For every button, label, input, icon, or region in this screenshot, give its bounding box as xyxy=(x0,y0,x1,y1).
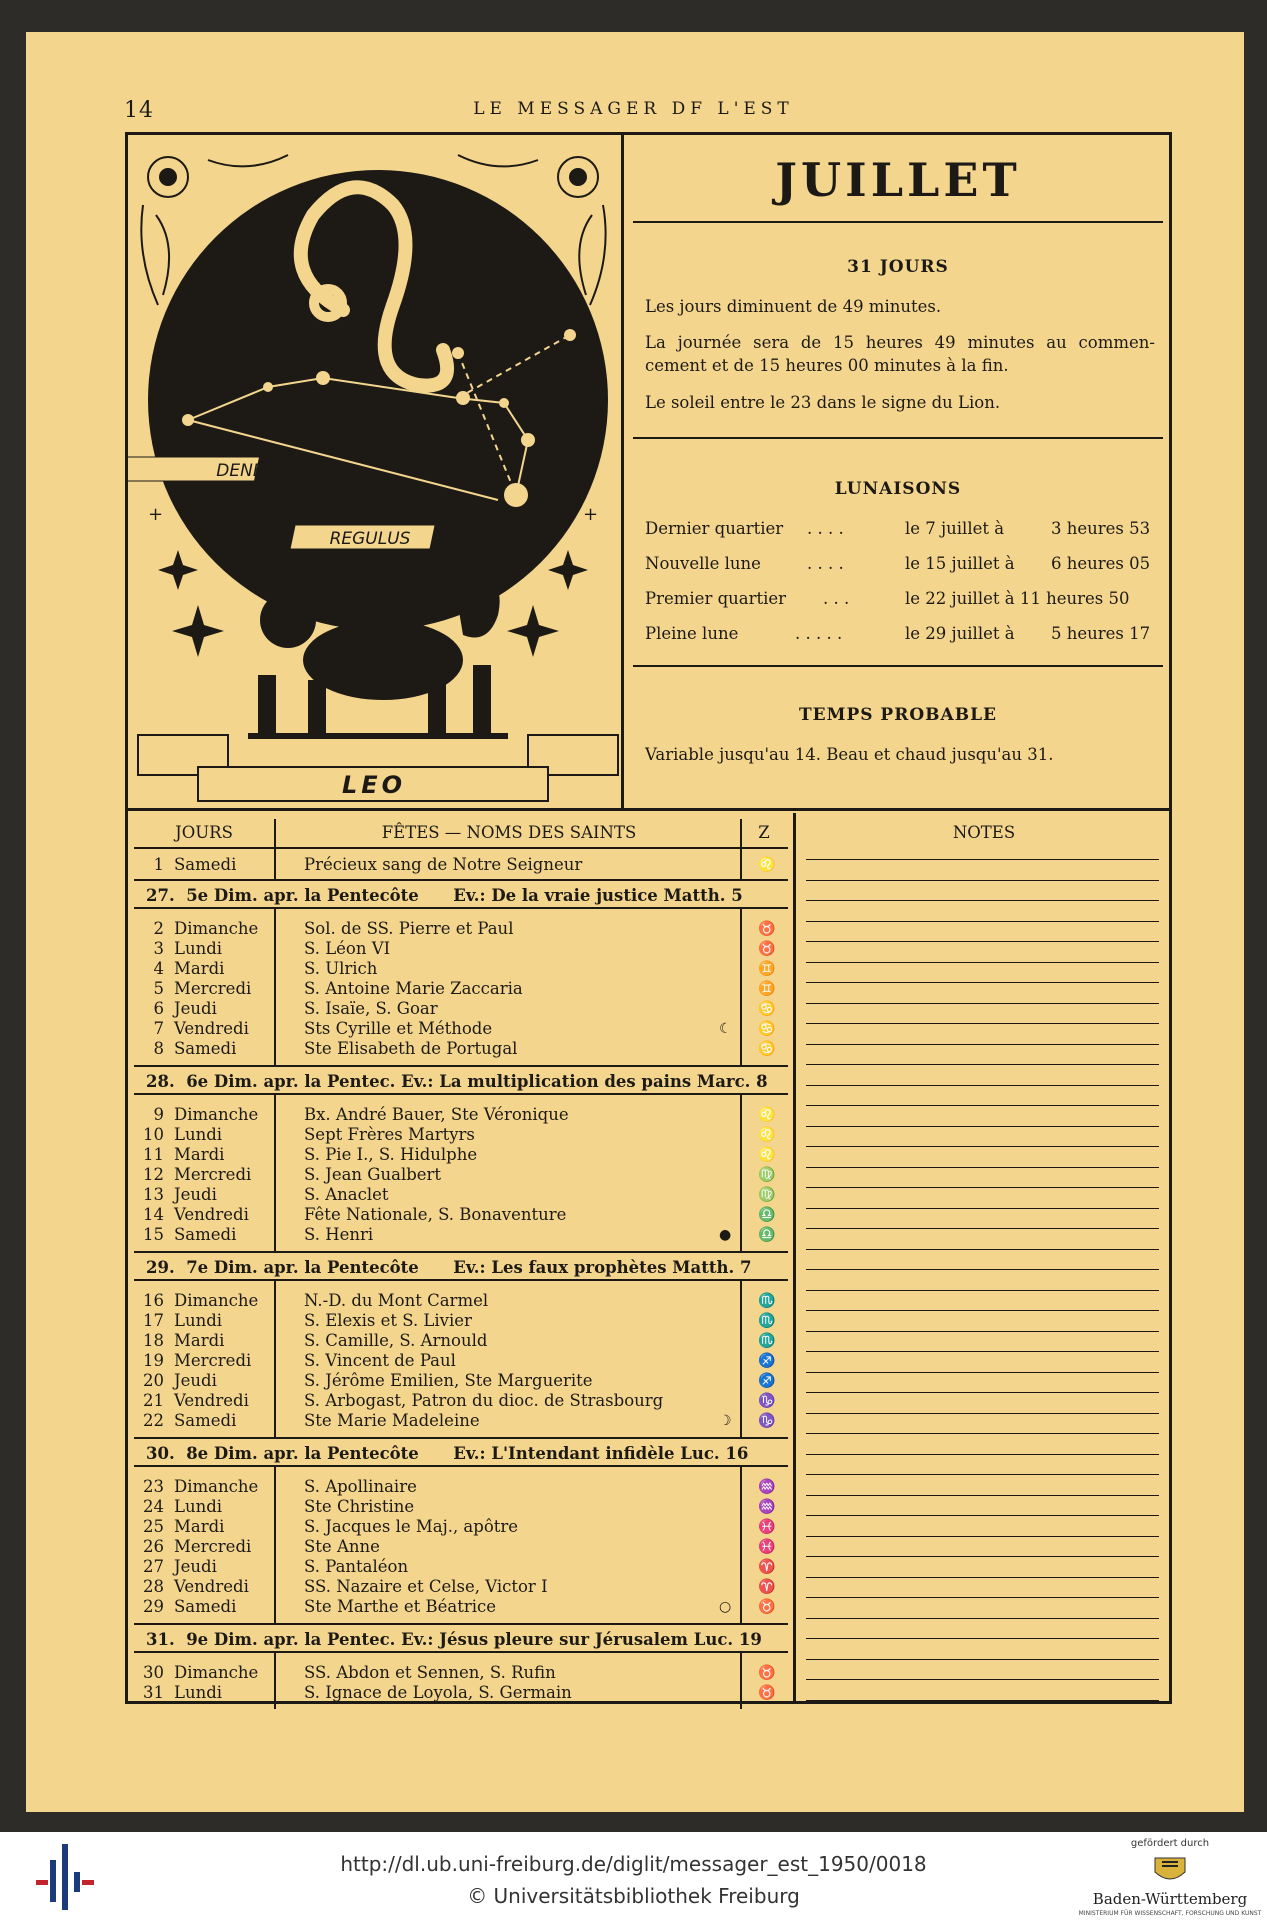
lunaison-row: Nouvelle lune . . . . le 15 juillet à 6 heures 05 xyxy=(645,554,1151,573)
note-line xyxy=(806,1351,1159,1352)
day-name: Lundi xyxy=(174,1311,223,1330)
saint-name: S. Isaïe, S. Goar xyxy=(304,999,438,1018)
col-header-jours: JOURS xyxy=(175,823,233,842)
note-line xyxy=(806,1331,1159,1332)
svg-text:LEO: LEO xyxy=(341,771,407,799)
day-number: 8 xyxy=(153,1039,164,1058)
saint-name: Sol. de SS. Pierre et Paul xyxy=(304,919,514,938)
note-line xyxy=(806,1290,1159,1291)
column-rule xyxy=(274,909,276,1065)
table-row xyxy=(134,1105,788,1125)
zodiac-icon: ♋ xyxy=(758,1001,776,1017)
month-line: La journée sera de 15 heures 49 minutes au commen- cement et de 15 heures 00 minutes à la fin. xyxy=(645,333,1155,375)
table-row xyxy=(134,1517,788,1537)
note-line xyxy=(806,859,1159,860)
saint-name: SS. Abdon et Sennen, S. Rufin xyxy=(304,1663,556,1682)
day-name: Vendredi xyxy=(174,1205,249,1224)
day-number: 28 xyxy=(143,1577,164,1596)
day-name: Jeudi xyxy=(174,999,217,1018)
day-name: Mardi xyxy=(174,1145,225,1164)
saint-name: Ste Elisabeth de Portugal xyxy=(304,1039,518,1058)
zodiac-icon: ♏ xyxy=(758,1333,776,1349)
zodiac-icon: ♋ xyxy=(758,1041,776,1057)
day-number: 3 xyxy=(153,939,164,958)
note-line xyxy=(806,1105,1159,1106)
day-name: Mercredi xyxy=(174,979,252,998)
table-row xyxy=(134,959,788,979)
note-line xyxy=(806,1003,1159,1004)
note-line xyxy=(806,921,1159,922)
table-row xyxy=(134,939,788,959)
table-row xyxy=(134,1165,788,1185)
month-info xyxy=(627,135,1169,811)
table-row xyxy=(134,1577,788,1597)
saint-name: S. Vincent de Paul xyxy=(304,1351,456,1370)
table-row xyxy=(134,1663,788,1683)
table-row xyxy=(134,1225,788,1245)
divider xyxy=(633,437,1163,439)
day-number: 4 xyxy=(153,959,164,978)
saint-name: S. Jean Gualbert xyxy=(304,1165,442,1184)
day-name: Lundi xyxy=(174,1497,223,1516)
day-name: Lundi xyxy=(174,1125,223,1144)
denebola-label xyxy=(128,457,310,481)
saint-name: Ste Marie Madeleine xyxy=(304,1411,480,1430)
week-header: 29. 7e Dim. apr. la Pentecôte Ev.: Les faux prophètes Matth. 7 xyxy=(134,1251,788,1281)
regulus-label xyxy=(290,525,435,549)
svg-text:REGULUS: REGULUS xyxy=(329,529,411,549)
day-number: 7 xyxy=(153,1019,164,1038)
table-row xyxy=(134,1391,788,1411)
night-globe xyxy=(148,170,608,630)
lunaison-row: Pleine lune . . . . . le 29 juillet à 5 heures 17 xyxy=(645,624,1151,643)
note-line xyxy=(806,1413,1159,1414)
day-name: Vendredi xyxy=(174,1391,249,1410)
table-row xyxy=(134,1125,788,1145)
day-name: Dimanche xyxy=(174,1291,259,1310)
zodiac-icon: ♈ xyxy=(758,1559,776,1575)
table-row: 1 Samedi Précieux sang de Notre Seigneur ♌ xyxy=(134,855,788,875)
column-rule xyxy=(740,909,742,1065)
note-line xyxy=(806,962,1159,963)
leo-banner xyxy=(138,735,618,801)
column-rule xyxy=(274,1467,276,1623)
zodiac-icon: ♎ xyxy=(758,1207,776,1223)
day-number: 18 xyxy=(143,1331,164,1350)
svg-text:+: + xyxy=(583,504,599,525)
zodiac-icon: ♉ xyxy=(758,921,776,937)
moon-phase-icon: ☽ xyxy=(719,1413,732,1429)
note-line xyxy=(806,982,1159,983)
table-row xyxy=(134,1019,788,1039)
note-line xyxy=(806,1638,1159,1639)
svg-text:DENEBOLA: DENEBOLA xyxy=(216,461,310,481)
day-number: 25 xyxy=(143,1517,164,1536)
note-line xyxy=(806,1536,1159,1537)
note-line xyxy=(806,1433,1159,1434)
lunaison-row: Premier quartier . . . le 22 juillet à 11 heures 50 xyxy=(645,589,1130,608)
note-line xyxy=(806,1679,1159,1680)
week-header: 30. 8e Dim. apr. la Pentecôte Ev.: L'Intendant infidèle Luc. 16 xyxy=(134,1437,788,1467)
saint-name: S. Jérôme Emilien, Ste Marguerite xyxy=(304,1371,593,1390)
day-name: Mercredi xyxy=(174,1537,252,1556)
note-line xyxy=(806,1700,1159,1701)
zodiac-icon: ♏ xyxy=(758,1293,776,1309)
library-footer xyxy=(0,1832,1267,1922)
note-line xyxy=(806,1372,1159,1373)
lunaison-row: Dernier quartier . . . . le 7 juillet à 3 heures 53 xyxy=(645,519,1151,538)
zodiac-icon: ♉ xyxy=(758,1665,776,1681)
day-name: Dimanche xyxy=(174,1477,259,1496)
zodiac-icon: ♍ xyxy=(758,1187,776,1203)
divider xyxy=(633,665,1163,667)
copyright: © Universitätsbibliothek Freiburg xyxy=(467,1884,800,1908)
day-name: Samedi xyxy=(174,1411,237,1430)
temps-text: Variable jusqu'au 14. Beau et chaud jusqu'au 31. xyxy=(645,745,1054,764)
saint-name: S. Ignace de Loyola, S. Germain xyxy=(304,1683,572,1702)
saint-name: N.-D. du Mont Carmel xyxy=(304,1291,489,1310)
note-line xyxy=(806,1187,1159,1188)
saint-name: SS. Nazaire et Celse, Victor I xyxy=(304,1577,548,1596)
leo-zodiac-image xyxy=(128,135,621,811)
zodiac-icon: ♐ xyxy=(758,1373,776,1389)
note-line xyxy=(806,1515,1159,1516)
day-number: 2 xyxy=(153,919,164,938)
column-rule xyxy=(740,1467,742,1623)
source-url: http://dl.ub.uni-freiburg.de/diglit/messager_est_1950/0018 xyxy=(340,1852,927,1876)
table-row xyxy=(134,1477,788,1497)
funded-by: gefördert durch xyxy=(1130,1838,1210,1849)
zodiac-icon: ♉ xyxy=(758,1685,776,1701)
day-number: 13 xyxy=(143,1185,164,1204)
leo-illustration xyxy=(128,135,624,811)
moon-phase-icon: ● xyxy=(719,1227,732,1243)
column-rule xyxy=(740,1281,742,1437)
day-number: 19 xyxy=(143,1351,164,1370)
note-line xyxy=(806,880,1159,881)
note-line xyxy=(806,1085,1159,1086)
note-line xyxy=(806,1618,1159,1619)
table-row xyxy=(134,1557,788,1577)
calendar-frame xyxy=(125,132,1172,1704)
table-row xyxy=(134,1145,788,1165)
saint-name: S. Apollinaire xyxy=(304,1477,417,1496)
table-row xyxy=(134,1185,788,1205)
week-header: 28. 6e Dim. apr. la Pentec. Ev.: La multiplication des pains Marc. 8 xyxy=(134,1065,788,1095)
day-name: Lundi xyxy=(174,1683,223,1702)
day-name: Dimanche xyxy=(174,1663,259,1682)
day-name: Samedi xyxy=(174,1225,237,1244)
saint-name: S. Antoine Marie Zaccaria xyxy=(304,979,523,998)
saint-name: Sept Frères Martyrs xyxy=(304,1125,475,1144)
day-name: Lundi xyxy=(174,939,223,958)
note-line xyxy=(806,1146,1159,1147)
saint-name: S. Ulrich xyxy=(304,959,378,978)
zodiac-icon: ♌ xyxy=(758,1107,776,1123)
column-rule xyxy=(740,1095,742,1251)
saint-name: Ste Marthe et Béatrice xyxy=(304,1597,496,1616)
svg-text:+: + xyxy=(148,504,164,525)
day-name: Vendredi xyxy=(174,1577,249,1596)
coat-of-arms-icon xyxy=(1145,1854,1195,1884)
table-row xyxy=(134,1351,788,1371)
note-line xyxy=(806,1577,1159,1578)
notes-column xyxy=(793,813,1169,1703)
note-line xyxy=(806,1597,1159,1598)
day-name: Samedi xyxy=(174,1597,237,1616)
day-number: 6 xyxy=(153,999,164,1018)
days-heading: 31 JOURS xyxy=(847,257,949,277)
state-name: Baden-Württemberg xyxy=(1092,1890,1248,1908)
note-line xyxy=(806,1167,1159,1168)
day-name: Jeudi xyxy=(174,1185,217,1204)
column-rule xyxy=(274,1653,276,1709)
saint-name: S. Pantaléon xyxy=(304,1557,409,1576)
note-line xyxy=(806,1392,1159,1393)
day-name: Mercredi xyxy=(174,1165,252,1184)
table-row xyxy=(134,1311,788,1331)
ministry-name: MINISTERIUM FÜR WISSENSCHAFT, FORSCHUNG UND KUNST xyxy=(1078,1910,1262,1917)
saint-name: Ste Anne xyxy=(304,1537,380,1556)
table-row xyxy=(134,1205,788,1225)
day-number: 9 xyxy=(153,1105,164,1124)
table-row xyxy=(134,919,788,939)
page-number: 14 xyxy=(124,98,154,123)
column-rule xyxy=(274,1095,276,1251)
saint-name: Ste Christine xyxy=(304,1497,415,1516)
day-number: 23 xyxy=(143,1477,164,1496)
divider xyxy=(633,221,1163,223)
saint-name: S. Léon VI xyxy=(304,939,391,958)
moon-phase-icon: ○ xyxy=(719,1599,732,1615)
day-number: 21 xyxy=(143,1391,164,1410)
note-line xyxy=(806,900,1159,901)
note-line xyxy=(806,1126,1159,1127)
saint-name: S. Jacques le Maj., apôtre xyxy=(304,1517,519,1536)
table-row xyxy=(134,1683,788,1703)
day-name: Mardi xyxy=(174,1331,225,1350)
note-line xyxy=(806,941,1159,942)
week-header: 27. 5e Dim. apr. la Pentecôte Ev.: De la vraie justice Matth. 5 xyxy=(134,879,788,909)
month-line: Le soleil entre le 23 dans le signe du Lion. xyxy=(645,393,1001,412)
note-line xyxy=(806,1495,1159,1496)
zodiac-icon: ♐ xyxy=(758,1353,776,1369)
table-row xyxy=(134,999,788,1019)
zodiac-icon: ♌ xyxy=(758,1147,776,1163)
table-row xyxy=(134,1331,788,1351)
day-name: Dimanche xyxy=(174,919,259,938)
day-name: Jeudi xyxy=(174,1557,217,1576)
note-line xyxy=(806,1454,1159,1455)
day-number: 12 xyxy=(143,1165,164,1184)
table-row xyxy=(134,1411,788,1431)
day-number: 15 xyxy=(143,1225,164,1244)
note-line xyxy=(806,1044,1159,1045)
zodiac-icon: ♍ xyxy=(758,1167,776,1183)
zodiac-icon: ♊ xyxy=(758,961,776,977)
day-name: Mercredi xyxy=(174,1351,252,1370)
col-header-notes: NOTES xyxy=(952,823,1016,842)
table-row xyxy=(134,1537,788,1557)
day-number: 30 xyxy=(143,1663,164,1682)
note-line xyxy=(806,1023,1159,1024)
saint-name: S. Pie I., S. Hidulphe xyxy=(304,1145,478,1164)
col-header-fetes: FÊTES — NOMS DES SAINTS xyxy=(381,823,637,842)
note-line xyxy=(806,1208,1159,1209)
column-rule xyxy=(740,1653,742,1709)
day-number: 5 xyxy=(153,979,164,998)
month-line: Les jours diminuent de 49 minutes. xyxy=(645,297,942,316)
zodiac-icon: ♈ xyxy=(758,1579,776,1595)
note-line xyxy=(806,1064,1159,1065)
temps-heading: TEMPS PROBABLE xyxy=(799,705,997,725)
day-number: 10 xyxy=(143,1125,164,1144)
saint-name: S. Camille, S. Arnould xyxy=(304,1331,488,1350)
day-number: 11 xyxy=(143,1145,164,1164)
zodiac-icon: ♏ xyxy=(758,1313,776,1329)
week-header: 31. 9e Dim. apr. la Pentec. Ev.: Jésus pleure sur Jérusalem Luc. 19 xyxy=(134,1623,788,1653)
table-row xyxy=(134,1597,788,1617)
zodiac-icon: ♒ xyxy=(758,1499,776,1515)
saint-name: S. Anaclet xyxy=(304,1185,389,1204)
saint-name: Fête Nationale, S. Bonaventure xyxy=(304,1205,567,1224)
day-name: Mardi xyxy=(174,1517,225,1536)
col-header-z: Z xyxy=(758,823,770,842)
saint-name: S. Arbogast, Patron du dioc. de Strasbourg xyxy=(304,1391,664,1410)
day-number: 24 xyxy=(143,1497,164,1516)
table-row xyxy=(134,1039,788,1059)
day-name: Samedi xyxy=(174,1039,237,1058)
note-line xyxy=(806,1228,1159,1229)
note-line xyxy=(806,1474,1159,1475)
zodiac-icon: ♉ xyxy=(758,941,776,957)
note-line xyxy=(806,1249,1159,1250)
month-name: JUILLET xyxy=(775,153,1021,207)
day-number: 14 xyxy=(143,1205,164,1224)
zodiac-icon: ♉ xyxy=(758,1599,776,1615)
page-title: LE MESSAGER DF L'EST xyxy=(473,99,794,119)
table-row xyxy=(134,979,788,999)
top-section xyxy=(128,135,1169,811)
day-number: 31 xyxy=(143,1683,164,1702)
day-number: 26 xyxy=(143,1537,164,1556)
moon-phase-icon: ☾ xyxy=(719,1021,732,1037)
zodiac-icon: ♑ xyxy=(758,1413,776,1429)
table-row xyxy=(134,1371,788,1391)
saint-name: Bx. André Bauer, Ste Véronique xyxy=(304,1105,569,1124)
zodiac-icon: ♋ xyxy=(758,1021,776,1037)
zodiac-icon: ♒ xyxy=(758,1479,776,1495)
day-number: 29 xyxy=(143,1597,164,1616)
zodiac-icon: ♌ xyxy=(758,857,776,873)
zodiac-icon: ♌ xyxy=(758,1127,776,1143)
column-rule xyxy=(274,1281,276,1437)
day-number: 27 xyxy=(143,1557,164,1576)
note-line xyxy=(806,1556,1159,1557)
table-row xyxy=(134,1291,788,1311)
note-line xyxy=(806,1310,1159,1311)
note-line xyxy=(806,1269,1159,1270)
zodiac-icon: ♎ xyxy=(758,1227,776,1243)
day-name: Mardi xyxy=(174,959,225,978)
saint-name: S. Elexis et S. Livier xyxy=(304,1311,472,1330)
day-number: 16 xyxy=(143,1291,164,1310)
saint-name: S. Henri xyxy=(304,1225,374,1244)
day-number: 20 xyxy=(143,1371,164,1390)
zodiac-icon: ♊ xyxy=(758,981,776,997)
lunaisons-heading: LUNAISONS xyxy=(834,479,962,499)
day-number: 17 xyxy=(143,1311,164,1330)
day-name: Dimanche xyxy=(174,1105,259,1124)
day-name: Vendredi xyxy=(174,1019,249,1038)
zodiac-icon: ♑ xyxy=(758,1393,776,1409)
zodiac-icon: ♓ xyxy=(758,1519,776,1535)
day-name: Jeudi xyxy=(174,1371,217,1390)
saint-name: Sts Cyrille et Méthode xyxy=(304,1019,493,1038)
day-number: 22 xyxy=(143,1411,164,1430)
note-line xyxy=(806,1659,1159,1660)
zodiac-icon: ♓ xyxy=(758,1539,776,1555)
table-row xyxy=(134,1497,788,1517)
